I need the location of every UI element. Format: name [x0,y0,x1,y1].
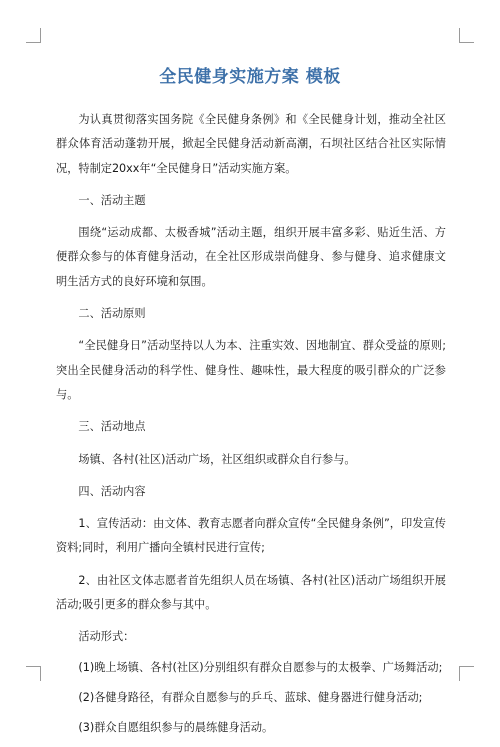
section-body-location: 场镇、各村(社区)活动广场，社区组织或群众自行参与。 [78,452,356,466]
section-body-principle: “全民健身日”活动坚持以人为本、注重实效、因地制宜、群众受益的原则;突出全民健身活动的科学性、健身性、趣味性，最大程度的吸引群众的广泛参与。 [56,339,446,401]
crop-mark-bottom-left [26,666,41,681]
section-body-theme: 围绕“运动成都、太极香城”活动主题，组织开展丰富多彩、贴近生活、方便群众参与的体育健身活动，在全社区形成崇尚健身、参与健身、追求健康文明生活方式的良好环境和氛围。 [56,226,446,288]
form-item-3: (3)群众自愿组织参与的晨练健身活动。 [78,721,274,735]
form-item-1: (1)晚上场镇、各村(社区)分别组织有群众自愿参与的太极拳、广场舞活动; [78,660,443,674]
forms-heading: 活动形式： [78,630,135,644]
content-item-1: 1、宣传活动：由文体、教育志愿者向群众宣传“全民健身条例”，印发宣传资料;同时，利用广播向全镇村民进行宣传; [56,517,446,555]
crop-mark-top-right [459,28,474,43]
content-item-2: 2、由社区文体志愿者首先组织人员在场镇、各村(社区)活动广场组织开展活动;吸引更多的群众参与其中。 [56,573,446,612]
crop-mark-bottom-right [459,666,474,681]
section-heading-theme: 一、活动主题 [78,193,146,207]
section-heading-principle: 二、活动原则 [78,307,146,321]
document-title: 全民健身实施方案 模板 [159,67,341,87]
section-heading-location: 三、活动地点 [78,420,146,434]
document-body [56,108,446,747]
section-heading-content: 四、活动内容 [78,484,146,498]
crop-mark-top-left [26,28,41,43]
form-item-2: (2)各健身路径，有群众自愿参与的乒乓、蓝球、健身器进行健身活动; [78,690,423,704]
intro-paragraph: 为认真贯彻落实国务院《全民健身条例》和《全民健身计划，推动全社区群众体育活动蓬勃开展，掀起全民健身活动新高潮，石坝社区结合社区实际情况，特制定20xx年“全民健身日”活动实施方案。 [56,113,446,175]
